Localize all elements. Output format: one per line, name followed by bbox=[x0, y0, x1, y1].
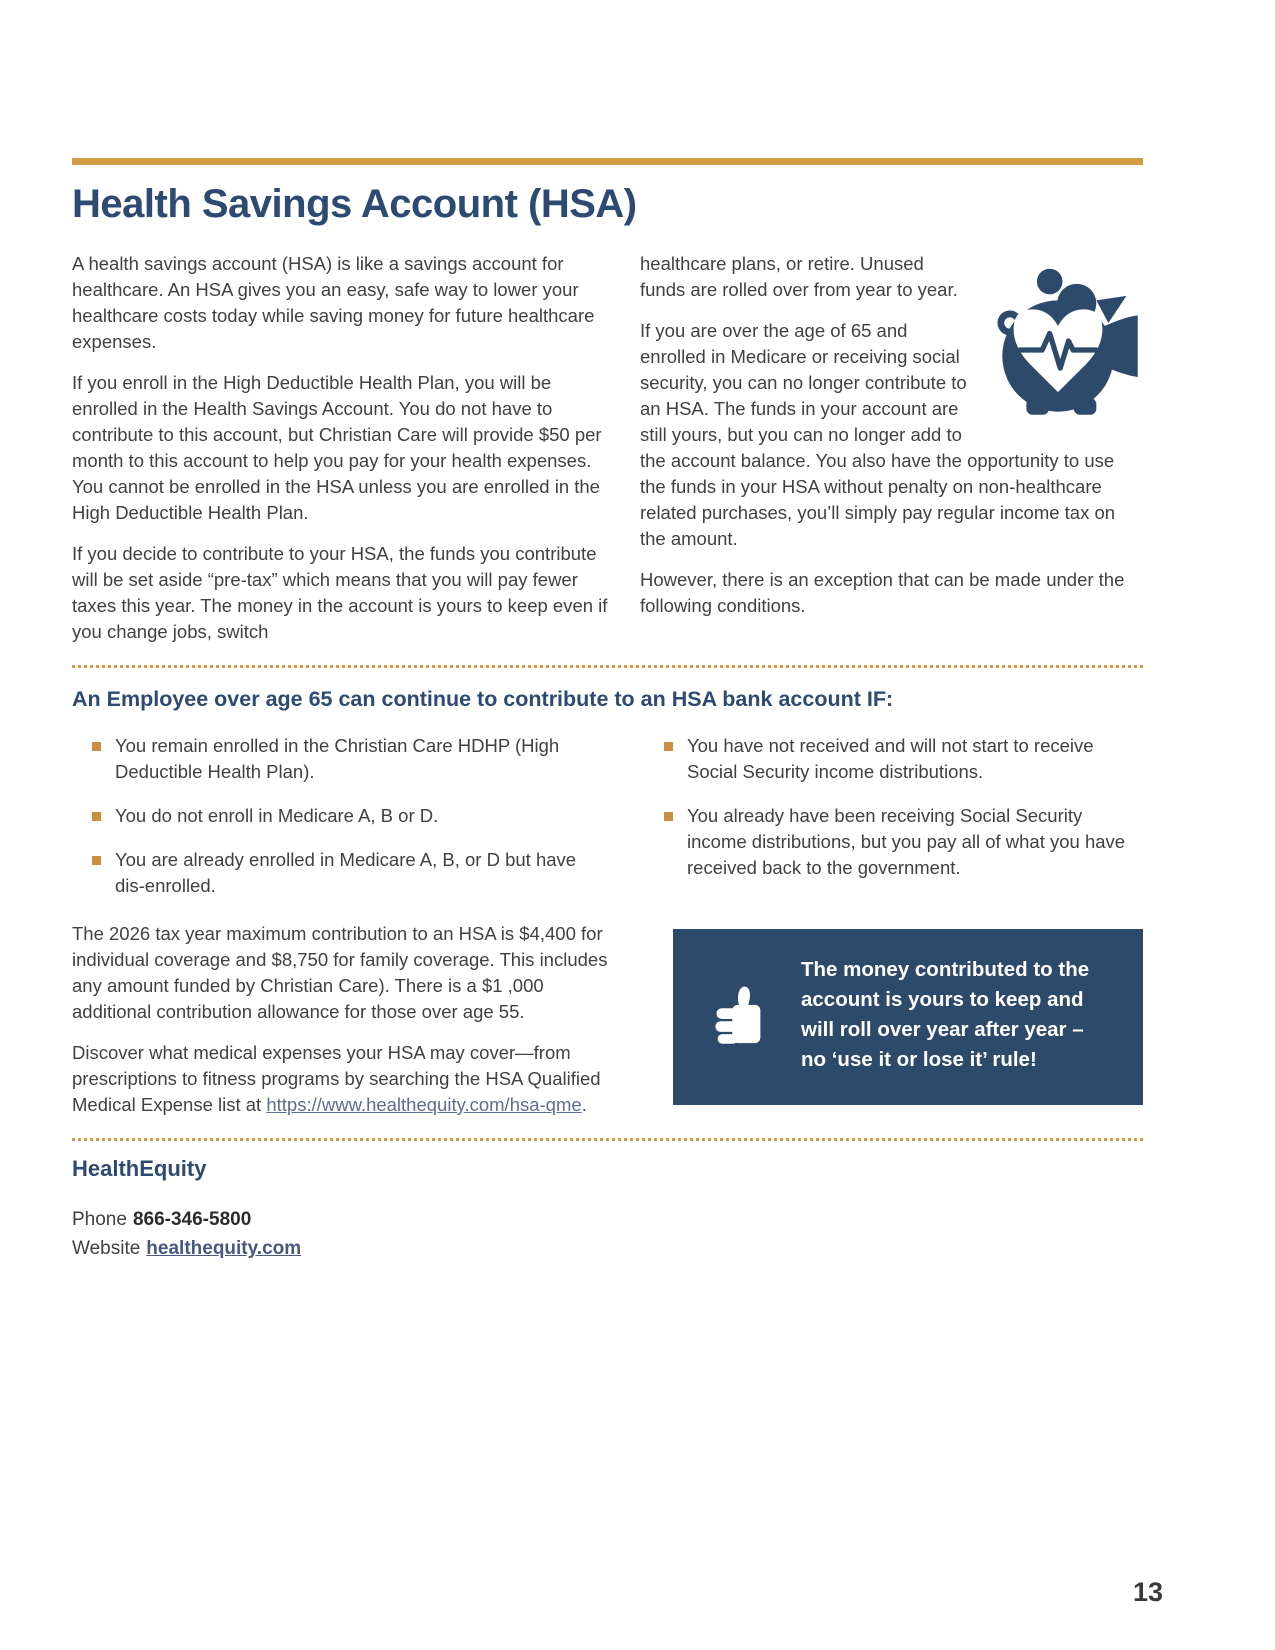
bullet-text: You do not enroll in Medicare A, B or D. bbox=[115, 805, 439, 826]
bullet-column-right bbox=[644, 733, 1143, 917]
over65-bullet-list bbox=[72, 733, 1143, 917]
list-item bbox=[644, 733, 1143, 785]
bullet-text: You have not received and will not start to receive Social Security income distributions. bbox=[687, 735, 1094, 782]
bullet-square-icon bbox=[92, 812, 101, 821]
page-content bbox=[72, 0, 1143, 1263]
page-title: Health Savings Account (HSA) bbox=[72, 182, 637, 226]
website-line bbox=[72, 1234, 1143, 1263]
list-item bbox=[72, 847, 608, 899]
intro-paragraph-5: If you are over the age of 65 and enrolled in Medicare or receiving social security, you can no longer contribute to an HSA. The funds in your account are still yours, but you can no longer add to the account balance. You also have the opportunity to use the funds in your HSA without penalty on non-healthcare related purchases, you’ll simply pay regular income tax on the amount. bbox=[640, 320, 1116, 549]
dotted-divider-bottom bbox=[72, 1138, 1143, 1141]
bullet-square-icon bbox=[664, 742, 673, 751]
phone-line bbox=[72, 1205, 1143, 1234]
intro-paragraph-2: If you enroll in the High Deductible Health Plan, you will be enrolled in the Health Savings Account. You do not have to contribute to this account, but Christian Care will provide $50 per month to this account to help you pay for your health expenses. You cannot be enrolled in the HSA unless you are enrolled in the High Deductible Health Plan. bbox=[72, 372, 602, 523]
thumbs-up-icon bbox=[703, 979, 775, 1051]
contact-heading: HealthEquity bbox=[72, 1156, 207, 1181]
over65-heading: An Employee over age 65 can continue to contribute to an HSA bank account IF: bbox=[72, 687, 894, 711]
bullet-column-left bbox=[72, 733, 608, 917]
list-item bbox=[72, 803, 608, 829]
hsa-qme-link[interactable]: https://www.healthequity.com/hsa-qme bbox=[266, 1094, 582, 1115]
list-item bbox=[644, 803, 1143, 881]
list-item bbox=[72, 733, 608, 785]
callout-text: The money contributed to the account is yours to keep and will roll over year after year – no ‘use it or lose it’ rule! bbox=[801, 958, 1090, 1071]
intro-paragraph-4: healthcare plans, or retire. Unused funds are rolled over from year to year. bbox=[640, 253, 958, 300]
contribution-right-column bbox=[640, 921, 1143, 1118]
discover-period: . bbox=[581, 1094, 587, 1115]
dotted-divider-top bbox=[72, 665, 1143, 668]
bullet-square-icon bbox=[664, 812, 673, 821]
top-accent-rule bbox=[72, 158, 1143, 165]
healthequity-link[interactable]: healthequity.com bbox=[146, 1238, 302, 1259]
intro-left-column bbox=[72, 251, 620, 645]
contribution-left-column bbox=[72, 921, 620, 1118]
page-number: 13 bbox=[1132, 1577, 1163, 1607]
bullet-square-icon bbox=[92, 742, 101, 751]
bullet-text: You remain enrolled in the Christian Care HDHP (High Deductible Health Plan). bbox=[115, 735, 560, 782]
website-label: Website bbox=[72, 1238, 141, 1259]
intro-paragraph-1: A health savings account (HSA) is like a savings account for healthcare. An HSA gives you an easy, safe way to lower your healthcare costs today while saving money for future healthcare expenses. bbox=[72, 253, 595, 352]
bullet-text: You are already enrolled in Medicare A, B, or D but have dis-enrolled. bbox=[115, 849, 577, 896]
callout-box bbox=[673, 929, 1143, 1105]
phone-number: 866-346-5800 bbox=[132, 1209, 252, 1230]
bullet-text: You already have been receiving Social Security income distributions, but you pay all of what you have received back to the government. bbox=[687, 805, 1126, 878]
piggy-bank-health-icon bbox=[985, 253, 1143, 429]
discover-paragraph bbox=[72, 1040, 620, 1118]
discover-text: Discover what medical expenses your HSA may cover—from prescriptions to fitness programs by searching the HSA Qualified Medical Expense list at bbox=[72, 1042, 601, 1115]
contribution-paragraph: The 2026 tax year maximum contribution to an HSA is $4,400 for individual coverage and $8,750 for family coverage. This includes any amount funded by Christian Care). There is a $1 ,000 additional contribution allowance for those over age 55. bbox=[72, 923, 608, 1022]
intro-section bbox=[72, 251, 1143, 645]
intro-right-column bbox=[640, 251, 1143, 645]
phone-label: Phone bbox=[72, 1209, 127, 1230]
intro-paragraph-6: However, there is an exception that can be made under the following conditions. bbox=[640, 569, 1125, 616]
contribution-section bbox=[72, 921, 1143, 1118]
bullet-square-icon bbox=[92, 856, 101, 865]
intro-paragraph-3: If you decide to contribute to your HSA, the funds you contribute will be set aside “pre-tax” which means that you will pay fewer taxes this year. The money in the account is yours to keep even if you change jobs, switch bbox=[72, 543, 608, 642]
